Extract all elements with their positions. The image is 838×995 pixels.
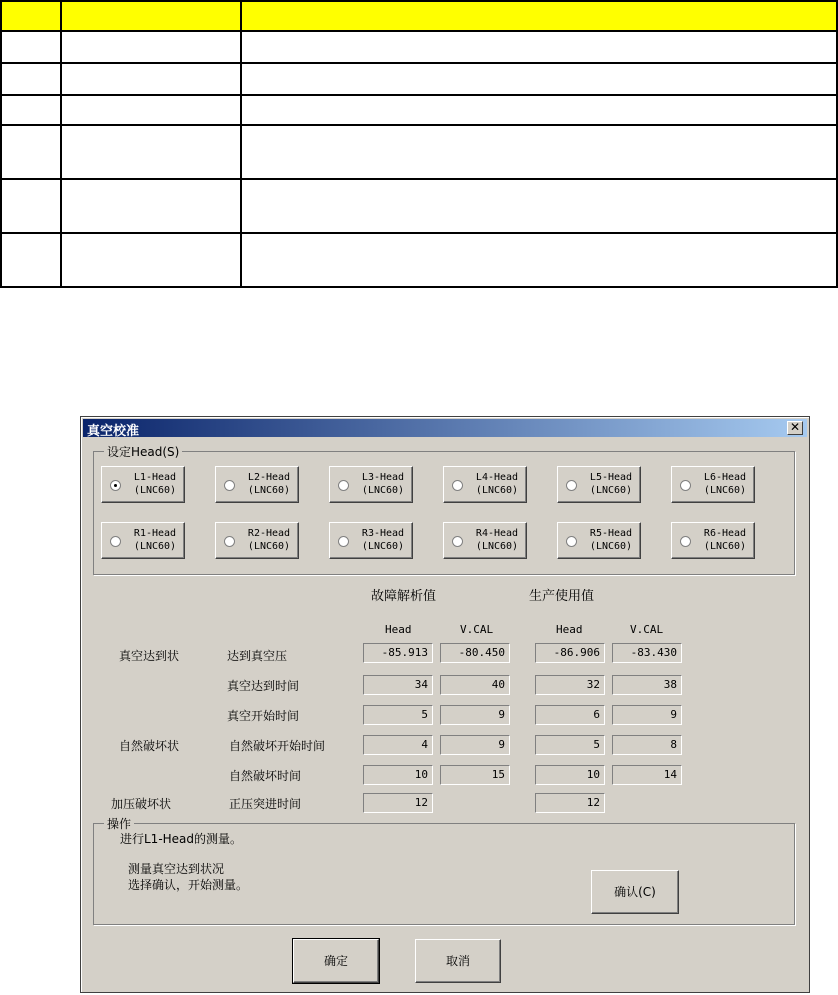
- prod-head-value: 6: [535, 705, 605, 725]
- radio-label: R1-Head: [133, 528, 177, 539]
- radio-l3-head[interactable]: [329, 466, 413, 503]
- col-head-fault: Head: [385, 623, 412, 636]
- head-group-label: 设定Head(S): [104, 443, 182, 460]
- category-natural: 自然破坏状: [119, 739, 180, 753]
- radio-sublabel: (LNC60): [475, 485, 519, 496]
- radio-icon: [224, 536, 235, 547]
- operation-instruction-2: 选择确认，开始测量。: [128, 878, 249, 892]
- radio-l1-head[interactable]: [101, 466, 185, 503]
- operation-group-label: 操作: [104, 815, 134, 832]
- radio-icon: [338, 536, 349, 547]
- table-row: [1, 233, 837, 287]
- fault-head-value: 4: [363, 735, 433, 755]
- category-pressure: 加压破坏状: [111, 797, 172, 811]
- radio-sublabel: (LNC60): [247, 541, 291, 552]
- radio-l5-head[interactable]: [557, 466, 641, 503]
- radio-sublabel: (LNC60): [589, 485, 633, 496]
- radio-sublabel: (LNC60): [703, 541, 747, 552]
- table-header-row: [1, 1, 837, 31]
- fault-vcal-value: -80.450: [440, 643, 510, 663]
- fault-head-value: 34: [363, 675, 433, 695]
- fault-vcal-value: 9: [440, 705, 510, 725]
- radio-sublabel: (LNC60): [133, 541, 177, 552]
- table-row: [1, 63, 837, 95]
- vacuum-calibration-dialog: [80, 416, 810, 993]
- radio-sublabel: (LNC60): [475, 541, 519, 552]
- operation-instruction-1: 测量真空达到状况: [128, 862, 225, 876]
- title-bar[interactable]: [83, 419, 807, 437]
- radio-icon: [566, 536, 577, 547]
- row-label: 自然破坏时间: [229, 769, 302, 783]
- radio-label: L6-Head: [703, 472, 747, 483]
- radio-sublabel: (LNC60): [589, 541, 633, 552]
- prod-vcal-value: -83.430: [612, 643, 682, 663]
- radio-selected-icon: [110, 480, 121, 491]
- radio-icon: [680, 536, 691, 547]
- ok-button[interactable]: 确定: [293, 939, 379, 983]
- fault-head-value: 10: [363, 765, 433, 785]
- fault-vcal-value: 9: [440, 735, 510, 755]
- confirm-measure-button[interactable]: 确认(C): [591, 870, 679, 914]
- row-label: 正压突进时间: [229, 797, 302, 811]
- radio-icon: [224, 480, 235, 491]
- row-label: 自然破坏开始时间: [229, 739, 326, 753]
- radio-icon: [452, 480, 463, 491]
- prod-head-value: 12: [535, 793, 605, 813]
- fault-head-value: -85.913: [363, 643, 433, 663]
- radio-icon: [110, 536, 121, 547]
- radio-r1-head[interactable]: [101, 522, 185, 559]
- radio-label: L5-Head: [589, 472, 633, 483]
- prod-head-value: 10: [535, 765, 605, 785]
- radio-l4-head[interactable]: [443, 466, 527, 503]
- radio-label: R6-Head: [703, 528, 747, 539]
- radio-l6-head[interactable]: [671, 466, 755, 503]
- prod-head-value: -86.906: [535, 643, 605, 663]
- fault-head-value: 5: [363, 705, 433, 725]
- table-row: [1, 31, 837, 63]
- radio-label: R5-Head: [589, 528, 633, 539]
- radio-label: L3-Head: [361, 472, 405, 483]
- fault-vcal-value: 15: [440, 765, 510, 785]
- prod-head-value: 5: [535, 735, 605, 755]
- col-head-prod: Head: [556, 623, 583, 636]
- radio-r5-head[interactable]: [557, 522, 641, 559]
- radio-label: R4-Head: [475, 528, 519, 539]
- fault-head-value: 12: [363, 793, 433, 813]
- radio-sublabel: (LNC60): [361, 485, 405, 496]
- close-button[interactable]: [787, 421, 803, 435]
- radio-label: R3-Head: [361, 528, 405, 539]
- prod-vcal-value: 9: [612, 705, 682, 725]
- radio-label: L2-Head: [247, 472, 291, 483]
- col-vcal-prod: V.CAL: [630, 623, 664, 636]
- cancel-button[interactable]: 取消: [415, 939, 501, 983]
- dialog-title: 真空校准: [87, 424, 140, 439]
- radio-r3-head[interactable]: [329, 522, 413, 559]
- row-label: 真空达到时间: [227, 679, 300, 693]
- radio-icon: [566, 480, 577, 491]
- col-vcal-fault: V.CAL: [460, 623, 494, 636]
- head-select-group: [93, 445, 795, 575]
- operation-group: [93, 817, 795, 925]
- radio-sublabel: (LNC60): [703, 485, 747, 496]
- radio-sublabel: (LNC60): [133, 485, 177, 496]
- prod-vcal-value: 38: [612, 675, 682, 695]
- radio-label: R2-Head: [247, 528, 291, 539]
- table-row: [1, 95, 837, 125]
- radio-r2-head[interactable]: [215, 522, 299, 559]
- radio-sublabel: (LNC60): [247, 485, 291, 496]
- radio-r6-head[interactable]: [671, 522, 755, 559]
- prod-vcal-value: 8: [612, 735, 682, 755]
- radio-l2-head[interactable]: [215, 466, 299, 503]
- table-row: [1, 125, 837, 179]
- prod-head-value: 32: [535, 675, 605, 695]
- fault-analysis-label: 故障解析值: [371, 589, 437, 604]
- radio-icon: [452, 536, 463, 547]
- radio-icon: [338, 480, 349, 491]
- radio-sublabel: (LNC60): [361, 541, 405, 552]
- operation-message: 进行L1-Head的测量。: [120, 832, 243, 846]
- row-label: 达到真空压: [227, 649, 288, 663]
- radio-icon: [680, 480, 691, 491]
- category-vacuum: 真空达到状: [119, 649, 180, 663]
- document-table: [0, 0, 838, 288]
- row-label: 真空开始时间: [227, 709, 300, 723]
- radio-label: L4-Head: [475, 472, 519, 483]
- table-row: [1, 179, 837, 233]
- fault-vcal-value: 40: [440, 675, 510, 695]
- radio-r4-head[interactable]: [443, 522, 527, 559]
- prod-vcal-value: 14: [612, 765, 682, 785]
- radio-label: L1-Head: [133, 472, 177, 483]
- close-icon: ✕: [789, 420, 801, 434]
- production-label: 生产使用值: [529, 589, 595, 604]
